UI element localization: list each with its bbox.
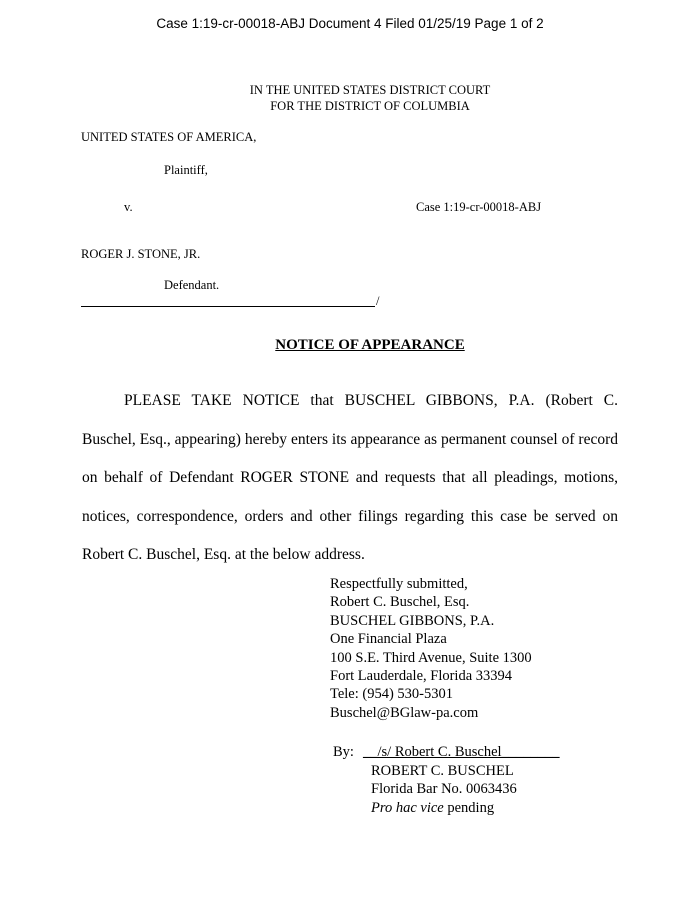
notice-body-paragraph: PLEASE TAKE NOTICE that BUSCHEL GIBBONS, P.A. (Robert C. Buschel, Esq., appearing) hereby enters its appearance as permanent counsel of record on behalf of Defendant ROGER STONE and requests that all pleadings, motions, notices, correspondence, orders and other filings regarding this case be served on Robert C. Buschel, Esq. at the below address. <box>82 392 618 563</box>
signature-line: Fort Lauderdale, Florida 33394 <box>330 668 513 685</box>
signature-line: One Financial Plaza <box>330 631 447 648</box>
defendant-name: ROGER J. STONE, JR. <box>81 247 201 261</box>
pro-hac-vice-status <box>371 799 517 817</box>
document-title: NOTICE OF APPEARANCE <box>275 337 465 353</box>
electronic-signature: __/s/ Robert C. Buschel________ <box>363 744 560 760</box>
caption-rule-end: / <box>376 294 380 308</box>
defendant-role: Defendant. <box>164 278 220 292</box>
court-name-line-1: IN THE UNITED STATES DISTRICT COURT <box>249 83 491 97</box>
signature-address-block <box>330 575 532 722</box>
versus: v. <box>124 200 133 214</box>
signature-line: Tele: (954) 530-5301 <box>330 686 454 703</box>
caption-rule <box>81 306 375 307</box>
court-name-line-2: FOR THE DISTRICT OF COLUMBIA <box>270 99 470 113</box>
signature-line: Buschel@BGlaw-pa.com <box>330 704 479 721</box>
signature-line: 100 S.E. Third Avenue, Suite 1300 <box>330 649 532 666</box>
pro-hac-vice-label: Pro hac vice <box>371 799 444 816</box>
plaintiff-role: Plaintiff, <box>164 163 208 177</box>
signature-line: BUSCHEL GIBBONS, P.A. <box>330 612 495 629</box>
signer-block <box>371 762 517 817</box>
case-number: Case 1:19-cr-00018-ABJ <box>416 200 542 214</box>
pending-label: pending <box>443 799 495 816</box>
filing-header-stamp: Case 1:19-cr-00018-ABJ Document 4 Filed 01/25/19 Page 1 of 2 <box>156 16 544 31</box>
signer-name: ROBERT C. BUSCHEL <box>371 763 514 779</box>
signature-line: Respectfully submitted, <box>330 576 468 592</box>
plaintiff-name: UNITED STATES OF AMERICA, <box>81 130 257 144</box>
by-label: By: <box>333 744 354 760</box>
signature-line: Robert C. Buschel, Esq. <box>330 594 470 611</box>
bar-number: Florida Bar No. 0063436 <box>371 781 517 798</box>
